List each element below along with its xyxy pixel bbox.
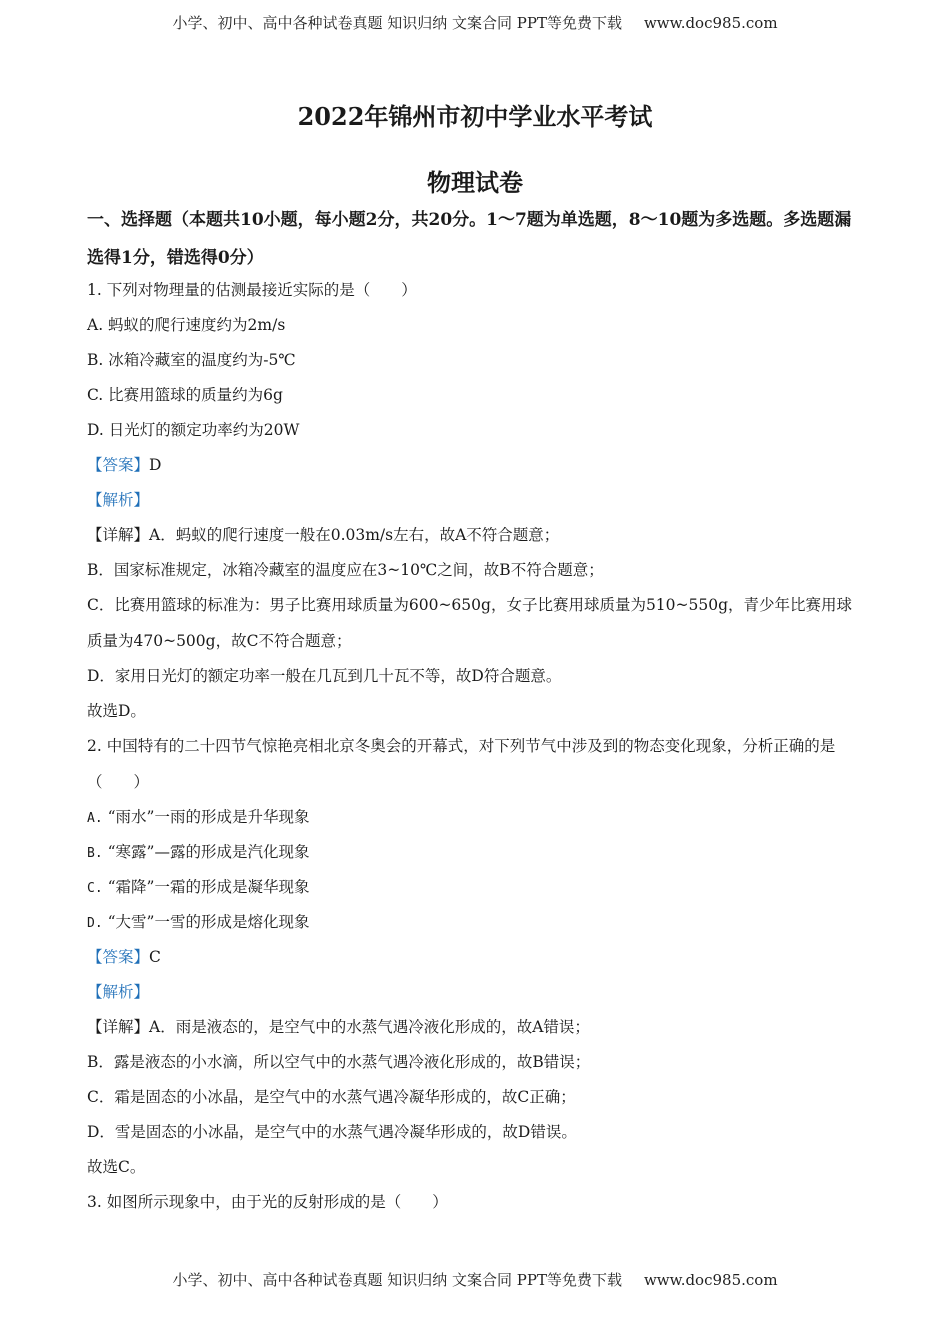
- footer-text: 小学、初中、高中各种试卷真题 知识归纳 文案合同 PPT等免费下载: [172, 1271, 622, 1289]
- q1-detail-2: B．国家标准规定，冰箱冷藏室的温度应在3~10℃之间，故B不符合题意；: [87, 561, 604, 579]
- q2-detail-1: [87, 1017, 867, 1052]
- q1-answer-value: D: [149, 456, 162, 474]
- q2-option-d-text: “大雪”一雪的形成是熔化现象: [107, 913, 310, 931]
- q2-detail-4: D．雪是固态的小冰晶，是空气中的水蒸气遇冷凝华形成的，故D错误。: [87, 1123, 577, 1141]
- q1-detail-1: [87, 525, 867, 560]
- q2-detail-1-text: A．雨是液态的，是空气中的水蒸气遇冷液化形成的，故A错误；: [149, 1018, 590, 1036]
- exam-subtitle: 物理试卷: [427, 168, 523, 197]
- q2-option-b-label: B.: [87, 846, 103, 861]
- q2-option-a-label: A.: [87, 811, 103, 826]
- q2-analysis-tag: 【解析】: [87, 983, 150, 1001]
- q1-detail-tag: 【详解】: [87, 526, 150, 544]
- q2-conclusion: 故选C。: [87, 1158, 146, 1176]
- q2-detail-tag: 【详解】: [87, 1018, 150, 1036]
- q1-detail-4: D．家用日光灯的额定功率一般在几瓦到几十瓦不等，故D符合题意。: [87, 667, 562, 685]
- q1-analysis-tag: 【解析】: [87, 491, 150, 509]
- q1-answer-tag: 【答案】: [87, 456, 150, 474]
- q2-option-d-label: D.: [87, 916, 103, 931]
- q2-option-c-text: “霜降”一霜的形成是凝华现象: [107, 878, 310, 896]
- q2-option-a-text: “雨水”一雨的形成是升华现象: [107, 808, 310, 826]
- q1-option-a: A. 蚂蚁的爬行速度约为2m/s: [87, 316, 286, 334]
- q1-option-b: B. 冰箱冷藏室的温度约为-5℃: [87, 351, 296, 369]
- q2-detail-2: B．露是液态的小水滴，所以空气中的水蒸气遇冷液化形成的，故B错误；: [87, 1053, 591, 1071]
- q1-detail-1-text: A．蚂蚁的爬行速度一般在0.03m/s左右，故A不符合题意；: [149, 526, 560, 544]
- q1-detail-3: C．比赛用篮球的标准为：男子比赛用球质量为600~650g，女子比赛用球质量为510~550g，青少年比赛用球质量为470~500g，故C不符合题意；: [87, 596, 853, 650]
- footer-site-link[interactable]: www.doc985.com: [643, 1271, 778, 1289]
- page-header: [0, 12, 950, 33]
- q2-option-c: [87, 877, 867, 912]
- q2-answer: [87, 947, 867, 982]
- header-text: 小学、初中、高中各种试卷真题 知识归纳 文案合同 PPT等免费下载: [172, 14, 622, 32]
- q1-conclusion: 故选D。: [87, 702, 146, 720]
- q1-stem: 1. 下列对物理量的估测最接近实际的是（ ）: [87, 281, 417, 299]
- exam-content: [87, 210, 867, 1227]
- section-heading: 一、选择题（本题共10小题，每小题2分，共20分。1～7题为单选题，8～10题为多选题。多选题漏选得1分，错选得0分）: [87, 210, 852, 268]
- q2-option-c-label: C.: [87, 881, 103, 896]
- exam-title: 2022年锦州市初中学业水平考试: [297, 102, 653, 131]
- page-footer: [0, 1269, 950, 1290]
- q1-option-c: C. 比赛用篮球的质量约为6g: [87, 386, 283, 404]
- q2-answer-value: C: [149, 948, 161, 966]
- q2-detail-3: C．霜是固态的小冰晶，是空气中的水蒸气遇冷凝华形成的，故C正确；: [87, 1088, 576, 1106]
- q3-stem: 3. 如图所示现象中，由于光的反射形成的是（ ）: [87, 1193, 448, 1211]
- q1-answer: [87, 455, 867, 490]
- q1-option-d: D. 日光灯的额定功率约为20W: [87, 421, 300, 439]
- q2-option-d: [87, 912, 867, 947]
- q2-stem: 2. 中国特有的二十四节气惊艳亮相北京冬奥会的开幕式，对下列节气中涉及到的物态变化现象，分析正确的是（ ）: [87, 737, 836, 791]
- header-site-link[interactable]: www.doc985.com: [643, 14, 778, 32]
- q2-option-b-text: “寒露”—露的形成是汽化现象: [107, 843, 310, 861]
- q2-answer-tag: 【答案】: [87, 948, 150, 966]
- q2-option-b: [87, 842, 867, 877]
- q2-option-a: [87, 807, 867, 842]
